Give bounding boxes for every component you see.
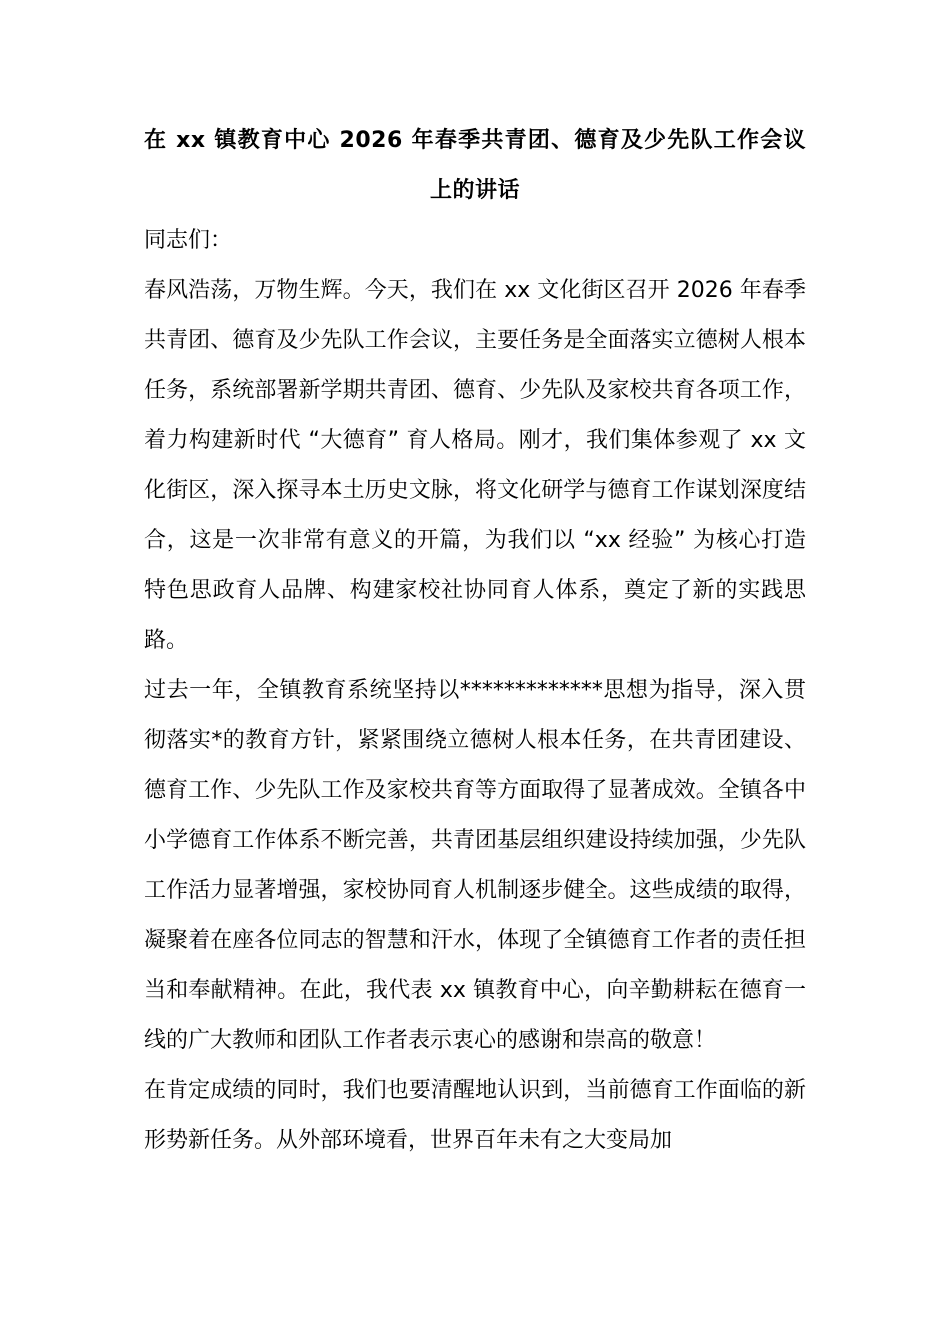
salutation: 同志们：: [144, 228, 233, 253]
document-body: [144, 116, 806, 1166]
paragraph-opening: 春风浩荡，万物生辉。今天，我们在 xx 文化街区召开 2026 年春季共青团、德育及少先队工作会议，主要任务是全面落实立德树人根本任务，系统部署新学期共青团、德育、少先队及家校共育各项工作，着力构建新时代 “大德育” 育人格局。刚才，我们集体参观了 xx 文化街区，深入探寻本土历史文脉，将文化研学与德育工作谋划深度结合，这是一次非常有意义的开篇，为我们以 “xx 经验” 为核心打造特色思政育人品牌、构建家校社协同育人体系，奠定了新的实践思路。: [144, 278, 806, 653]
document-title: 在 xx 镇教育中心 2026 年春季共青团、德育及少先队工作会议上的讲话: [144, 128, 806, 203]
paragraph-achievements: 过去一年，全镇教育系统坚持以*************思想为指导，深入贯彻落实*的教育方针，紧紧围绕立德树人根本任务，在共青团建设、德育工作、少先队工作及家校共育等方面取得了显著成效。全镇各中小学德育工作体系不断完善，共青团基层组织建设持续加强，少先队工作活力显著增强，家校协同育人机制逐步健全。这些成绩的取得，凝聚着在座各位同志的智慧和汗水，体现了全镇德育工作者的责任担当和奉献精神。在此，我代表 xx 镇教育中心，向辛勤耕耘在德育一线的广大教师和团队工作者表示衷心的感谢和崇高的敬意！: [144, 678, 806, 1053]
paragraph-challenges: 在肯定成绩的同时，我们也要清醒地认识到，当前德育工作面临的新形势新任务。从外部环境看，世界百年未有之大变局加: [144, 1078, 806, 1153]
